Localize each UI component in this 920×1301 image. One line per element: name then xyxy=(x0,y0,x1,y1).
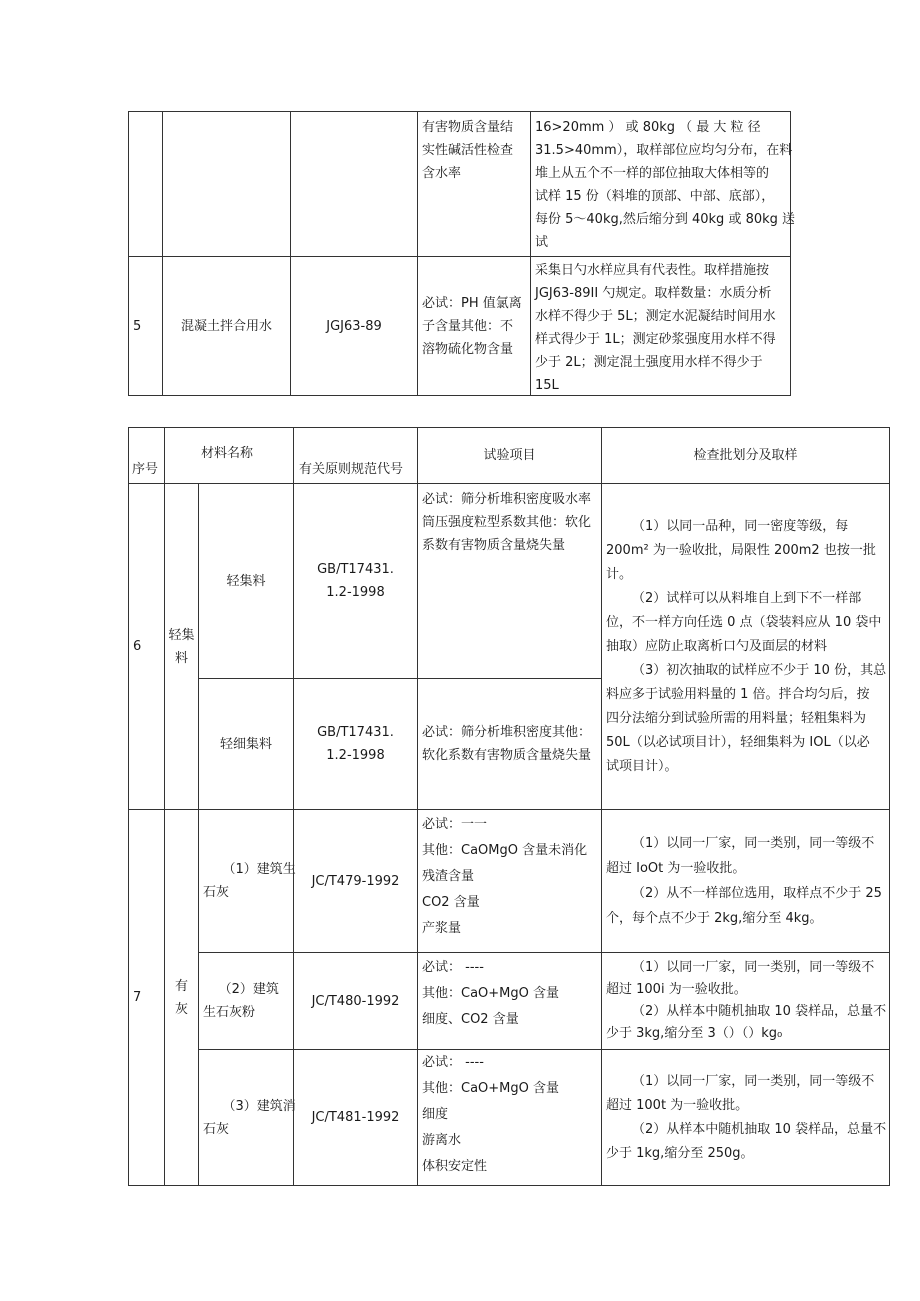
text-line: （1）建筑生 xyxy=(222,862,296,877)
text-line: 16>20mm ） 或 80kg （ 最 大 粒 径 xyxy=(535,120,761,135)
text-line: 石灰 xyxy=(203,885,230,900)
standard-code: JC/T481-1992 xyxy=(311,1110,400,1125)
text-line: 其他：CaOMgO 含量未消化 xyxy=(422,843,588,858)
text-line: 轻集 xyxy=(168,627,195,643)
text-line: 样式得少于 1L；测定砂浆强度用水样不得 xyxy=(535,332,776,347)
text-line: 必试： ---- xyxy=(422,960,484,975)
header-num xyxy=(128,427,165,484)
text-line: 实性碱活性检查 xyxy=(422,143,514,158)
text-line: （1）以同一厂家，同一类别，同一等级不 xyxy=(632,960,875,975)
cell-name-5 xyxy=(162,256,291,396)
cell-sampling-7a xyxy=(601,809,890,953)
text-line: 50L（以必试项目计），轻细集料为 IOL（以必 xyxy=(606,734,870,750)
cell-num-7 xyxy=(128,809,165,1186)
cell-code-cont xyxy=(290,111,418,257)
header-name xyxy=(164,427,294,484)
text-line: 有 xyxy=(174,978,188,994)
cell-category-7 xyxy=(164,809,199,1186)
text-line: 采集日勺水样应具有代表性。取样措施按 xyxy=(535,263,770,278)
row-number: 5 xyxy=(133,318,142,334)
text-line: （1）以同一品种，同一密度等级，每 xyxy=(632,518,849,534)
text-line: 细度 xyxy=(422,1107,449,1122)
cell-code-7c xyxy=(293,1049,418,1186)
text-line: GB/T17431. xyxy=(317,725,394,740)
text-line: 四分法缩分到试验所需的用料量；轻粗集料为 xyxy=(606,710,867,726)
header-code xyxy=(293,427,418,484)
text-line: 其他：CaO+MgO 含量 xyxy=(422,1081,560,1096)
cell-test-cont xyxy=(417,111,531,257)
cell-sampling-6 xyxy=(601,483,890,810)
text-line: 少于 2L；测定混土强度用水样不得少于 xyxy=(535,355,763,370)
text-line: 200m² 为一验收批，局限性 200m2 也按一批 xyxy=(606,542,876,558)
text-line: GB/T17431. xyxy=(317,562,394,577)
text-line: 体积安定性 xyxy=(422,1159,488,1174)
cell-code-6a xyxy=(293,483,418,679)
cell-code-7b xyxy=(293,952,418,1050)
cell-name-7b xyxy=(198,952,294,1050)
text-line: 有害物质含量结 xyxy=(422,120,514,135)
cell-num-5 xyxy=(128,256,163,396)
header-label: 有关原则规范代号 xyxy=(299,462,404,477)
text-line: CO2 含量 xyxy=(422,895,480,910)
text-line: （1）以同一厂家，同一类别，同一等级不 xyxy=(632,1073,875,1089)
text-line: 细度、CO2 含量 xyxy=(422,1012,519,1027)
cell-test-6b xyxy=(417,678,602,810)
cell-num-6 xyxy=(128,483,165,810)
text-line: （1）以同一厂家，同一类别，同一等级不 xyxy=(632,836,875,851)
text-line: （3）建筑消 xyxy=(222,1098,296,1114)
cell-test-7c xyxy=(417,1049,602,1186)
text-line: 试项目计）。 xyxy=(606,758,678,774)
text-line: 水样不得少于 5L；测定水泥凝结时间用水 xyxy=(535,309,776,324)
header-label: 材料名称 xyxy=(201,446,254,461)
cell-name-6a xyxy=(198,483,294,679)
cell-test-5 xyxy=(417,256,531,396)
text-line: 抽取）应防止取离析口勺及面层的材料 xyxy=(606,638,828,654)
row-number: 6 xyxy=(133,639,142,654)
cell-name-7c xyxy=(198,1049,294,1186)
standard-code: JC/T480-1992 xyxy=(311,993,400,1009)
text-line: （3）初次抽取的试样应不少于 10 份，其总 xyxy=(632,662,887,678)
material-name: 混凝土拌合用水 xyxy=(180,318,272,334)
cell-sampling-7c xyxy=(601,1049,890,1186)
text-line: 产浆量 xyxy=(422,921,462,936)
cell-name-cont xyxy=(162,111,291,257)
text-line: 超过 IoOt 为一验收批。 xyxy=(606,861,746,876)
text-line: 必试：PH 值氯离 xyxy=(422,295,522,311)
cell-test-6a xyxy=(417,483,602,679)
row-number: 7 xyxy=(133,990,142,1005)
text-line: 子含量其他：不 xyxy=(422,318,514,334)
text-line: 必试：一一 xyxy=(422,817,488,832)
text-line: 1.2-1998 xyxy=(326,585,385,600)
text-line: 灰 xyxy=(174,1001,188,1017)
text-line: 堆上从五个不一样的部位抽取大体相等的 xyxy=(535,166,770,181)
text-line: JGJ63-89II 勺规定。取样数量：水质分析 xyxy=(535,286,772,301)
cell-sampling-7b xyxy=(601,952,890,1050)
text-line: 每份 5～40kg,然后缩分到 40kg 或 80kg 送 xyxy=(535,212,796,227)
text-line: 必试： ---- xyxy=(422,1055,484,1070)
text-line: 游离水 xyxy=(422,1133,462,1148)
cell-test-7a xyxy=(417,809,602,953)
header-label: 序号 xyxy=(132,462,159,477)
text-line: 系数有害物质含量烧失量 xyxy=(422,538,566,553)
text-line: （2）从不一样部位选用，取样点不少于 25 xyxy=(632,886,882,901)
text-line: 少于 3kg,缩分至 3（）（）kg₀ xyxy=(606,1026,783,1041)
text-line: 试 xyxy=(535,235,549,250)
text-line: 1.2-1998 xyxy=(326,748,385,763)
cell-code-6b xyxy=(293,678,418,810)
cell-code-5 xyxy=(290,256,418,396)
text-line: 少于 1kg,缩分至 250g。 xyxy=(606,1145,754,1161)
text-line: 生石灰粉 xyxy=(203,1005,256,1020)
text-line: （2）试样可以从料堆自上到下不一样部 xyxy=(632,590,862,606)
text-line: 位，不一样方向任选 0 点（袋装料应从 10 袋中 xyxy=(606,614,882,630)
standard-code: JC/T479-1992 xyxy=(311,873,400,889)
text-line: 筒压强度粒型系数其他：软化 xyxy=(422,515,592,530)
material-name: 轻集料 xyxy=(226,573,266,589)
text-line: 15L xyxy=(535,378,559,393)
text-line: 溶物硫化物含量 xyxy=(422,341,514,357)
text-line: 石灰 xyxy=(203,1121,230,1137)
text-line: 计。 xyxy=(606,566,633,582)
cell-name-7a xyxy=(198,809,294,953)
text-line: 试样 15 份（料堆的顶部、中部、底部）， xyxy=(535,189,775,204)
header-test xyxy=(417,427,602,484)
text-line: 超过 100t 为一验收批。 xyxy=(606,1097,749,1113)
text-line: 其他：CaO+MgO 含量 xyxy=(422,986,560,1001)
cell-num-cont xyxy=(128,111,163,257)
text-line: 必试：筛分析堆积密度其他： xyxy=(422,725,592,740)
text-line: （2）建筑 xyxy=(218,982,279,997)
cell-sampling-5 xyxy=(530,256,791,396)
cell-name-6b xyxy=(198,678,294,810)
cell-category-6 xyxy=(164,483,199,810)
text-line: （2）从样本中随机抽取 10 袋样品，总量不 xyxy=(632,1004,887,1019)
text-line: 个，每个点不少于 2kg,缩分至 4kg。 xyxy=(606,911,823,926)
text-line: 超过 100i 为一验收批。 xyxy=(606,982,747,997)
text-line: 必试：筛分析堆积密度吸水率 xyxy=(422,492,592,507)
cell-sampling-cont xyxy=(530,111,796,257)
text-line: 软化系数有害物质含量烧失量 xyxy=(422,748,592,763)
text-line: 料 xyxy=(174,650,188,666)
text-line: 残渣含量 xyxy=(422,869,475,884)
text-line: 31.5>40mm），取样部位应均匀分布，在料 xyxy=(535,143,793,158)
cell-test-7b xyxy=(417,952,602,1050)
text-line: 含水率 xyxy=(422,166,462,181)
material-name: 轻细集料 xyxy=(219,736,272,752)
cell-code-7a xyxy=(293,809,418,953)
text-line: 料应多于试验用料量的 1 倍。拌合均匀后，按 xyxy=(606,686,870,702)
header-label: 试验项目 xyxy=(483,448,536,463)
text-line: （2）从样本中随机抽取 10 袋样品，总量不 xyxy=(632,1121,887,1137)
header-sampling xyxy=(601,427,890,484)
header-label: 检查批划分及取样 xyxy=(693,448,798,463)
standard-code: JGJ63-89 xyxy=(326,318,382,334)
